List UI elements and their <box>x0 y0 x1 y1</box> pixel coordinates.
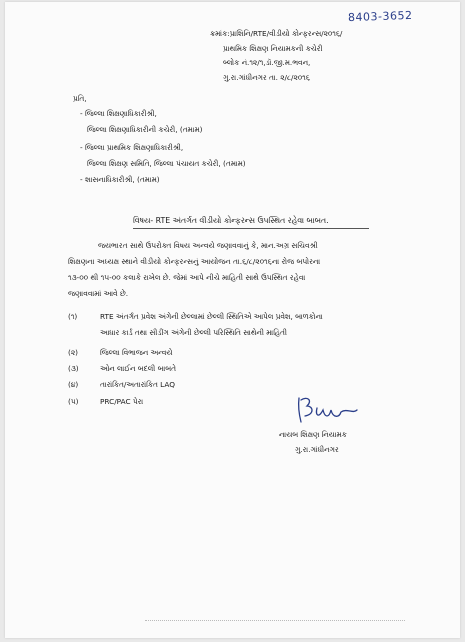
inward-number-handwritten: 8403-3652 <box>347 8 413 25</box>
item-1-text-cont: આધાર કાર્ડ તથા સીડીંગ અંગેની છેલ્લી પરિસ્થિતિ સાથેની માહિતી <box>100 328 287 337</box>
office-building: બ્લોક નં.૧૨/૧,ડૉ.જી.મ.ભવન, <box>223 58 311 67</box>
recipient-2: - જિલ્લા પ્રાથમિક શિક્ષણાધિકારીશ્રી, <box>80 143 184 152</box>
item-4-number: (૪) <box>68 380 79 389</box>
subject-line: વિષય- RTE અંતર્ગત વીડીયો કોન્ફરન્સ ઉપસ્થિત રહેવા બાબત. <box>133 216 329 225</box>
item-2-number: (૨) <box>68 348 78 357</box>
place-date: ગુ.રા.ગાંધીનગર તા. ૨/૮/૨૦૧૬ <box>223 73 310 82</box>
office-name: પ્રાથમિક શિક્ષણ નિયામકની કચેરી <box>223 44 323 53</box>
item-5-number: (૫) <box>68 397 79 406</box>
item-5-text: PRC/PAC પેરા <box>100 397 144 406</box>
prati-label: પ્રતિ, <box>73 94 87 103</box>
recipient-1-office: જિલ્લા શિક્ષણાધિકારીની કચેરી, (તમામ) <box>87 125 203 134</box>
body-line-1: જયભારત સાથે ઉપરોક્ત વિષય અન્વયે જણાવવાનું કે, માન.અગ્ર સચિવશ્રી <box>98 241 318 250</box>
item-1-text: RTE અંતર્ગત પ્રવેશ અંગેની છેલ્લામાં છેલ્લી સ્થિતિએ આપેલ પ્રવેશ, બાળકોના <box>100 312 323 321</box>
recipient-3: - શાસનાધિકારીશ્રી, (તમામ) <box>80 175 160 184</box>
item-4-text: તારાંકિત/અતારાંકિત LAQ <box>100 380 175 389</box>
body-line-4: જણાવવામાં આવે છે. <box>68 289 129 298</box>
recipient-2-office: જિલ્લા શિક્ષણ સમિતિ, જિલ્લા પંચાયત કચેરી, (તમામ) <box>87 159 246 168</box>
reference-number: ક્રમાંક:પ્રાશિનિ/RTE/વીડીયો કોન્ફરન્સ/૨૦૧૬/ <box>210 29 343 38</box>
signatory-place: ગુ.રા.ગાંધીનગર <box>295 445 339 454</box>
item-1-number: (૧) <box>68 312 78 321</box>
letter-page <box>5 2 460 638</box>
signatory-designation: નાયબ શિક્ષણ નિયામક <box>279 430 347 439</box>
recipient-1: - જિલ્લા શિક્ષણાધિકારીશ્રી, <box>80 109 157 118</box>
body-line-3: ૧૩-૦૦ થી ૧૫-૦૦ કલાકે રાખેલ છે. જેમાં આપે નીચે માહિતી સાથે ઉપસ્થિત રહેવા <box>68 273 306 282</box>
bottom-faint-line <box>145 620 405 627</box>
handwritten-signature <box>293 392 363 426</box>
item-3-text: ઓન લાઈન બદલી બાબતે <box>100 364 176 373</box>
item-3-number: (૩) <box>68 364 79 373</box>
item-2-text: જિલ્લા વિભાજન અન્વયે <box>100 348 173 357</box>
subject-underline <box>133 228 369 229</box>
body-line-2: શિક્ષણના અધ્યક્ષ સ્થાને વીડીયો કોન્ફરન્સનું આયોજન તા.૬/૮/૨૦૧૬ના રોજ બપોરના <box>68 257 321 266</box>
